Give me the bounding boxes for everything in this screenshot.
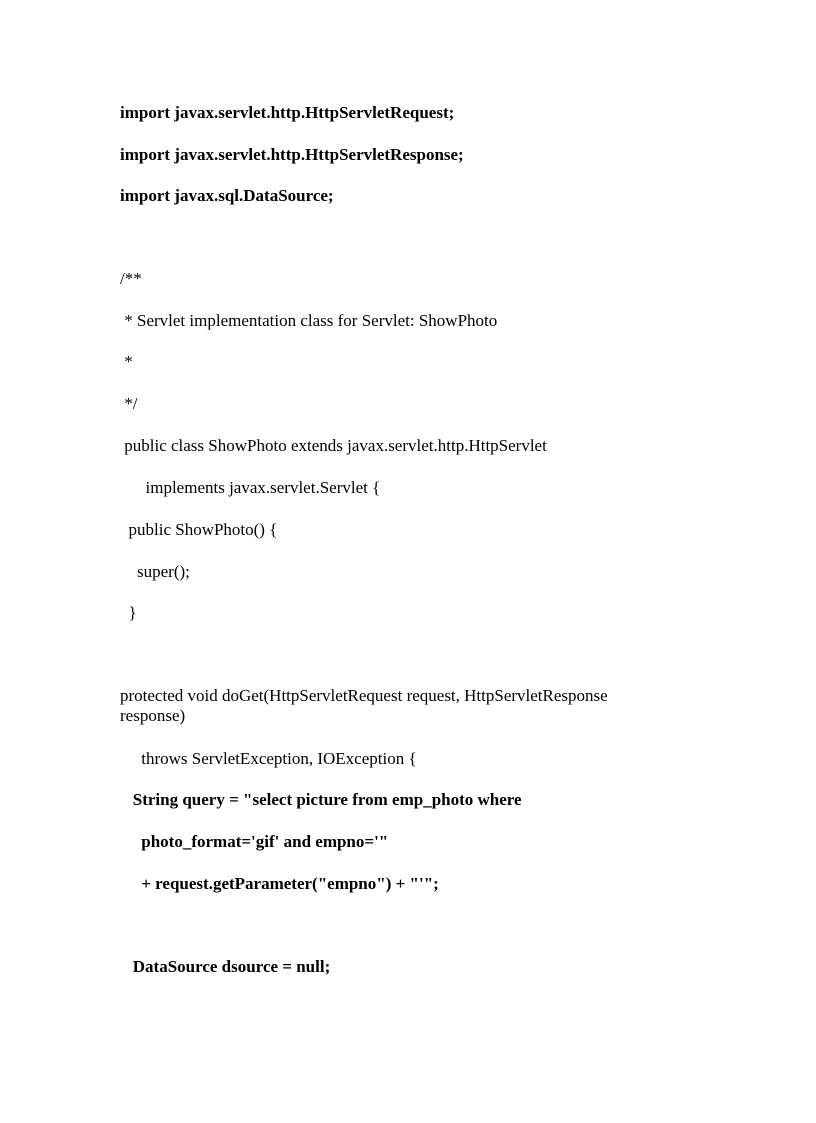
code-line-datasource-decl: DataSource dsource = null; bbox=[120, 957, 331, 976]
code-line-doget-signature: protected void doGet(HttpServletRequest request, HttpServletResponse response) bbox=[120, 686, 608, 725]
code-line-throws: throws ServletException, IOException { bbox=[120, 749, 417, 768]
code-line-constructor-close: } bbox=[120, 603, 137, 622]
code-line-query-format: photo_format='gif' and empno='" bbox=[120, 832, 389, 851]
code-line-query-param: + request.getParameter("empno") + "'"; bbox=[120, 874, 439, 893]
code-line-comment-description: * Servlet implementation class for Servlet: ShowPhoto bbox=[120, 311, 498, 330]
code-line-import-datasource: import javax.sql.DataSource; bbox=[120, 186, 334, 205]
code-line-import-response: import javax.servlet.http.HttpServletResponse; bbox=[120, 145, 464, 164]
code-line-super-call: super(); bbox=[120, 562, 190, 581]
code-line-import-request: import javax.servlet.http.HttpServletRequest; bbox=[120, 103, 455, 122]
code-line-constructor: public ShowPhoto() { bbox=[120, 520, 278, 539]
code-line-class-declaration: public class ShowPhoto extends javax.servlet.http.HttpServlet bbox=[120, 436, 547, 455]
code-line-comment-open: /** bbox=[120, 269, 142, 288]
code-line-comment-close: */ bbox=[120, 394, 138, 413]
code-line-query-start: String query = "select picture from emp_photo where bbox=[120, 790, 522, 809]
code-line-comment-star: * bbox=[120, 352, 133, 371]
code-line-implements: implements javax.servlet.Servlet { bbox=[120, 478, 381, 497]
